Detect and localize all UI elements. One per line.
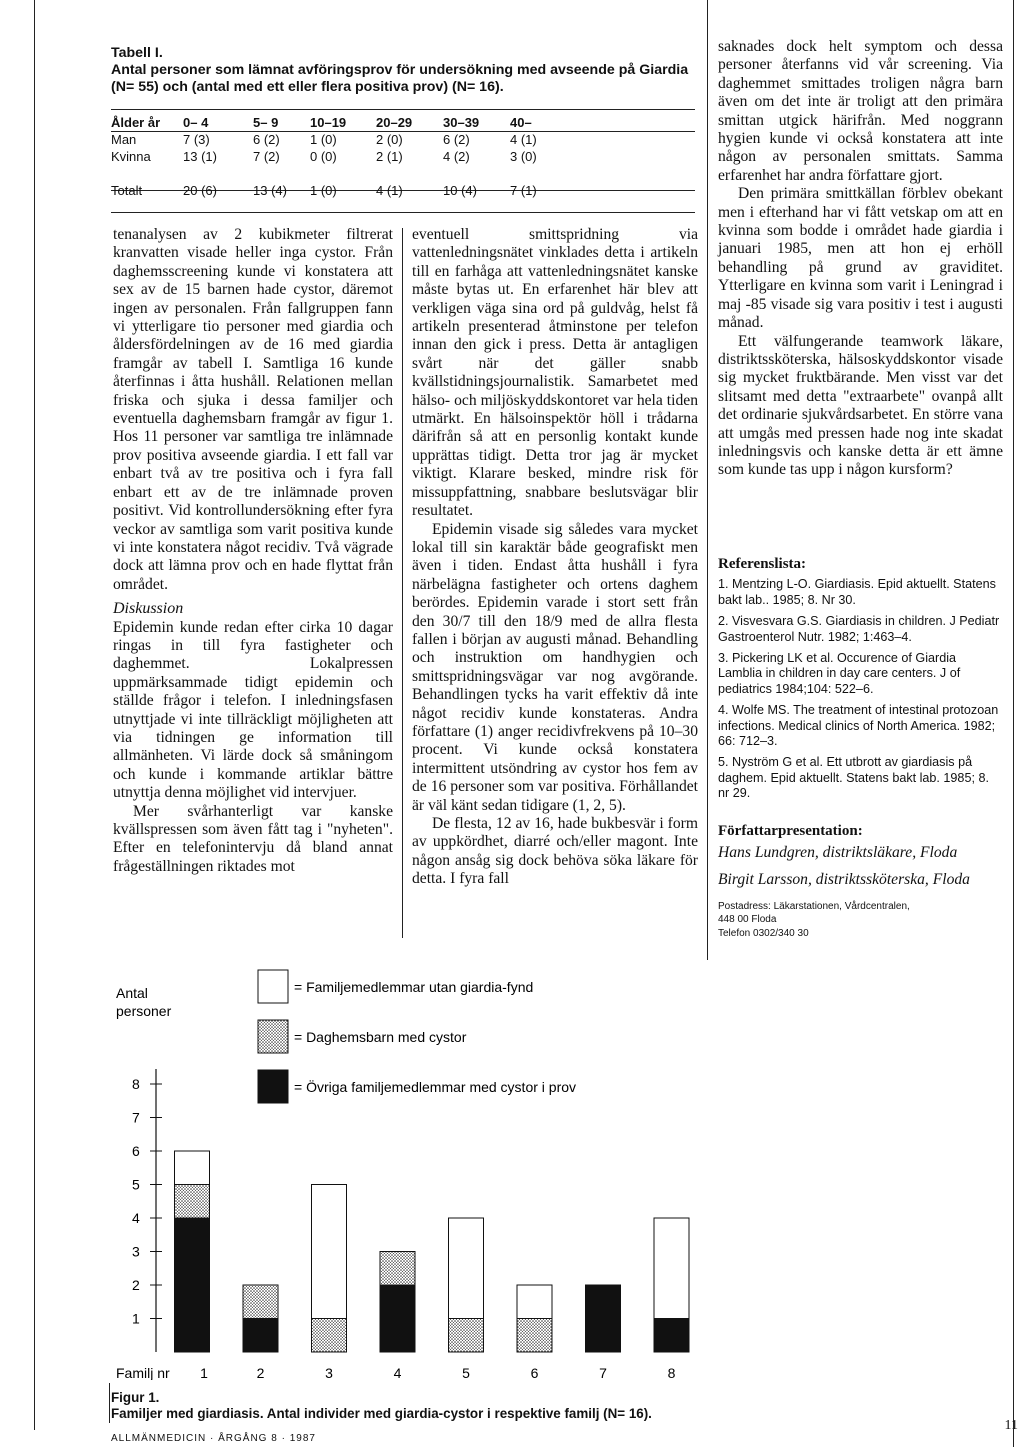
address-line: Postadress: Läkarstationen, Vårdcentralen, xyxy=(718,900,910,912)
bar-segment xyxy=(380,1252,415,1286)
y-tick-label: 7 xyxy=(132,1109,140,1126)
references-heading: Referenslista: xyxy=(718,556,807,572)
table-cell: 0 (0) xyxy=(310,149,337,164)
bar-segment xyxy=(175,1218,210,1352)
table-cell: 6 (2) xyxy=(253,132,280,147)
y-tick-label: 5 xyxy=(132,1176,140,1193)
journal-footer: ALLMÄNMEDICIN · ÅRGÅNG 8 · 1987 xyxy=(111,1433,316,1444)
figure-caption-text: Familjer med giardiasis. Antal individer med giardia-cystor i respektive familj (N= 16). xyxy=(111,1406,652,1421)
bar-segment xyxy=(517,1319,552,1353)
table-top-rule xyxy=(111,109,695,110)
paragraph: Epidemin kunde redan efter cirka 10 dagar ringas in till fyra fastigheter och daghemmet. Lokalpressen uppmärksammade tidigt epidemin och ställde frågor i telefon. I inledningsfasen utnyttjade vi inte tillräckligt möjligheten att via tidningen ge information till allmänheten. Vi lärde dock så småningom och kunde i kommande artiklar bättre utnyttja denna möjlighet vid intervjuer. xyxy=(113,618,393,802)
table-cell: 1 (0) xyxy=(310,132,337,147)
x-tick-label: 6 xyxy=(530,1365,539,1380)
left-margin-rule xyxy=(34,0,35,1430)
table-cell: 10 (4) xyxy=(443,183,477,198)
address-line: 448 00 Floda xyxy=(718,914,777,926)
section-heading-diskussion: Diskussion xyxy=(113,600,184,618)
table-header-row xyxy=(111,114,695,131)
table-cell: 13 (1) xyxy=(183,149,217,164)
x-axis-prefix-label: Familj nr xyxy=(116,1365,170,1380)
table-cell: Man xyxy=(111,132,137,147)
author-1: Hans Lundgren, distriktsläkare, Floda xyxy=(718,844,958,862)
legend-swatch xyxy=(258,1020,288,1053)
table-cell: 7 (3) xyxy=(183,132,210,147)
y-tick-label: 1 xyxy=(132,1310,140,1327)
x-tick-label: 2 xyxy=(256,1365,265,1380)
y-tick-label: 4 xyxy=(132,1210,140,1226)
table-header-cell: 20–29 xyxy=(376,115,413,130)
table-header-cell: 0– 4 xyxy=(183,115,209,130)
table-cell: 2 (0) xyxy=(376,132,403,147)
table-cell: 3 (0) xyxy=(510,149,537,164)
table-bottom-rule xyxy=(111,212,695,213)
table-row xyxy=(111,148,695,165)
table-header-cell: 5– 9 xyxy=(253,115,279,130)
x-tick-label: 1 xyxy=(200,1365,208,1380)
bar-segment xyxy=(312,1185,347,1319)
table-header-cell: 10–19 xyxy=(310,115,347,130)
reference-item: 5. Nyström G et al. Ett utbrott av giardiasis på daghem. Epid aktuellt. Statens bakt lab. 1985; 8. nr 29. xyxy=(718,755,989,801)
bar-segment xyxy=(243,1319,278,1353)
address-line: Telefon 0302/340 30 xyxy=(718,927,809,939)
table-caption xyxy=(111,45,711,96)
y-tick-label: 6 xyxy=(132,1143,140,1159)
reference-item: 1. Mentzing L-O. Giardiasis. Epid aktuellt. Statens bakt lab.. 1985; 8. Nr 30. xyxy=(718,577,996,607)
paragraph: saknades dock helt symptom och dessa personer återfanns vid vår screening. Via daghemmet smittades troligen några barn även om det inte är troligt att den primära smittan utgick härifrån. Med noggrann hygien kunde vi också konstatera att inte någon av personalen smittats. Samma erfarenhet har andra författare gjort. xyxy=(718,38,1003,184)
bar-segment xyxy=(654,1319,689,1353)
author-2: Birgit Larsson, distriktssköterska, Floda xyxy=(718,871,970,888)
table-cell: 7 (2) xyxy=(253,149,280,164)
legend-label: = Familjemedlemmar utan giardia-fynd xyxy=(294,979,534,995)
table-header-cell: 30–39 xyxy=(443,115,480,130)
postal-address xyxy=(718,900,1003,941)
x-tick-label: 5 xyxy=(462,1365,470,1380)
figure-rule xyxy=(109,1383,110,1423)
table-cell: 6 (2) xyxy=(443,132,470,147)
reference-list xyxy=(718,555,1003,808)
col2-rule xyxy=(402,228,403,938)
reference-item: 3. Pickering LK et al. Occurence of Giardia Lamblia in children in day care centers. J of pediatrics 1984;104: 522–6. xyxy=(718,651,961,696)
paragraph: Ett välfungerande teamwork läkare, distriktssköterska, hälsoskyddskontor visade sig mycket fruktbärande. Men visst var det slitsamt med detta "extraarbete" ovanpå allt det ordinarie sjukvårdsarbetet. En större vana att umgås med pressen hade nog inte skadat inledningsvis och kanske detta är ett ämne som kunde tas upp i någon kursform? xyxy=(718,332,1003,479)
reference-item: 4. Wolfe MS. The treatment of intestinal protozoan infections. Medical clinics of North America. 1982; 66: 712–3. xyxy=(718,703,999,749)
legend-label: = Daghemsbarn med cystor xyxy=(294,1029,467,1045)
table-caption-text: Antal personer som lämnat avföringsprov för undersökning med avseende på Giardia (N= 55) och (antal med ett eller flera positiva prov) (N= 16). xyxy=(111,62,689,95)
text-column-3 xyxy=(718,38,1003,480)
figure-caption xyxy=(111,1390,711,1422)
legend-label: = Övriga familjemedlemmar med cystor i prov xyxy=(294,1079,577,1095)
paragraph: Mer svårhanterligt var kanske kvällspressen som även fått tag i "nyheten". Efter en telefonintervju då bland annat frågeställningen riktades mot xyxy=(113,802,393,875)
x-tick-label: 3 xyxy=(325,1365,333,1380)
y-tick-label: 3 xyxy=(132,1243,140,1260)
legend-swatch xyxy=(258,1070,288,1103)
right-margin-rule xyxy=(1013,0,1014,1447)
authors-heading: Författarpresentation: xyxy=(718,823,863,839)
table-label: Tabell I. xyxy=(111,45,163,61)
x-tick-label: 8 xyxy=(667,1365,676,1380)
bar-segment xyxy=(449,1218,484,1319)
bar-segment xyxy=(175,1185,210,1219)
y-axis-label-line-1: Antal xyxy=(116,985,148,1001)
paragraph: De flesta, 12 av 16, hade bukbesvär i form av uppkördhet, diarré och/eller magont. Inte någon ansåg sig dock behöva söka läkare för detta. I fyra fall xyxy=(412,815,698,888)
table-cell: Totalt xyxy=(111,183,143,198)
paragraph: Epidemin visade sig således vara mycket lokal till sin karaktär både geografiskt men även i tiden. Endast åtta hushåll i fyra närbelägna fastigheter och ortens daghem berördes. Epidemin varade i stort sett från den 30/7 till den 18/9 med de allra flesta fallen i början av augusti månad. Behandling och instruktion om handhygien och smittspridningsvägar var nog avgörande. Behandlingen tycks ha varit effektiv då inte något recidiv kunde konstateras. Andra författare (1) anger recidivfrekvens på 10–30 procent. Vi kunde också konstatera intermittent utsöndring av cystor hos fem av de 16 personer som var positiva. Förhållandet är väl känt sedan tidigare (1, 2, 5). xyxy=(412,520,698,814)
bar-segment xyxy=(586,1285,621,1352)
y-axis-label-line-2: personer xyxy=(116,1003,172,1019)
table-header-cell: 40– xyxy=(510,115,532,130)
table-cell: 20 (6) xyxy=(183,183,217,198)
table-cell: 2 (1) xyxy=(376,149,403,164)
x-tick-label: 4 xyxy=(393,1365,402,1380)
bar-segment xyxy=(654,1218,689,1319)
table-cell: 7 (1) xyxy=(510,183,537,198)
bar-segment xyxy=(312,1319,347,1353)
col3-rule xyxy=(707,0,708,960)
bar-segment xyxy=(449,1319,484,1353)
paragraph: eventuell smittspridning via vattenledningsnätet vinklades detta i artikeln till en farhåga att vattenledningsnätet kanske måste bytas ut. En erfarenhet här blev att verkligen väga sina ord på guldvåg, helst få artikeln presenterad åtminstone per telefon innan den gick i press. Detta är antagligen svårt när det gäller snabb kvällstidningsjournalistik. Samarbetet med hälso- och miljöskyddskontoret var hela tiden utmärkt. En hälsoinspektör höll i trådarna därifrån så att en personlig kontakt kunde upprättas tidigt. Detta tror jag är mycket viktigt. Klarare besked, mindre risk för missuppfattning, snabbare beslutsvägar blir resultatet. xyxy=(412,226,698,520)
table-row xyxy=(111,131,695,148)
table-total-row xyxy=(111,182,695,199)
bar-segment xyxy=(380,1285,415,1352)
legend-swatch xyxy=(258,970,288,1003)
paragraph: Den primära smittkällan förblev obekant men i efterhand har vi fått vetskap om att en kvinna som bodde i området hade giardia i januari 1985, men att hon ej erhöll behandling på grund av graviditet. Ytterligare en kvinna som varit i Leningrad i maj -85 visade sig vara positiv i test i augusti månad. xyxy=(718,185,1003,332)
table-cell: 1 (0) xyxy=(310,183,337,198)
table-cell: 4 (2) xyxy=(443,149,470,164)
bar-segment xyxy=(175,1151,210,1185)
bar-segment xyxy=(517,1285,552,1319)
author-presentation xyxy=(718,822,1003,940)
text-column-1 xyxy=(113,226,393,876)
text-column-2 xyxy=(412,226,698,889)
y-tick-label: 2 xyxy=(132,1277,140,1293)
figure-1-chart xyxy=(100,960,700,1380)
table-cell: 4 (1) xyxy=(510,132,537,147)
table-header-cell: Ålder år xyxy=(111,115,161,130)
bar-segment xyxy=(243,1285,278,1319)
page-number: 11 xyxy=(1004,1418,1018,1433)
figure-label: Figur 1. xyxy=(111,1390,160,1405)
x-tick-label: 7 xyxy=(599,1365,607,1380)
paragraph: tenanalysen av 2 kubikmeter filtrerat kranvatten visade heller inga cystor. Från daghemsscreening kunde vi konstatera att sex av de 15 barnen hade cystor, däremot ingen av personalen. Från fallgruppen fann vi ytterligare tio personer med giardia och åldersfördelningen av de 16 med giardia framgår av tabell I. Samtliga 16 kunde återfinnas i åtta hushåll. Relationen mellan friska och sjuka i dessa familjer och eventuella daghemsbarn framgår av figur 1. Hos 11 personer var samtliga tre inlämnade prov positiva avseende giardia. I ett fall var enbart två av tre positiva och i fyra fall enbart ett av de tre inlämnade proven positivt. Vid kontrollundersökning efter fyra veckor av samtliga som varit positiva kunde vi inte konstatera något recidiv. Två vägrade dock att lämna prov och en hade flyttat från området. xyxy=(113,226,393,593)
table-cell: 13 (4) xyxy=(253,183,287,198)
table-cell: 4 (1) xyxy=(376,183,403,198)
reference-item: 2. Visvesvara G.S. Giardiasis in children. J Pediatr Gastroenterol Nutr. 1982; 1:463–4. xyxy=(718,614,1000,644)
age-table xyxy=(111,114,695,199)
y-tick-label: 8 xyxy=(132,1076,140,1092)
table-cell: Kvinna xyxy=(111,149,151,164)
